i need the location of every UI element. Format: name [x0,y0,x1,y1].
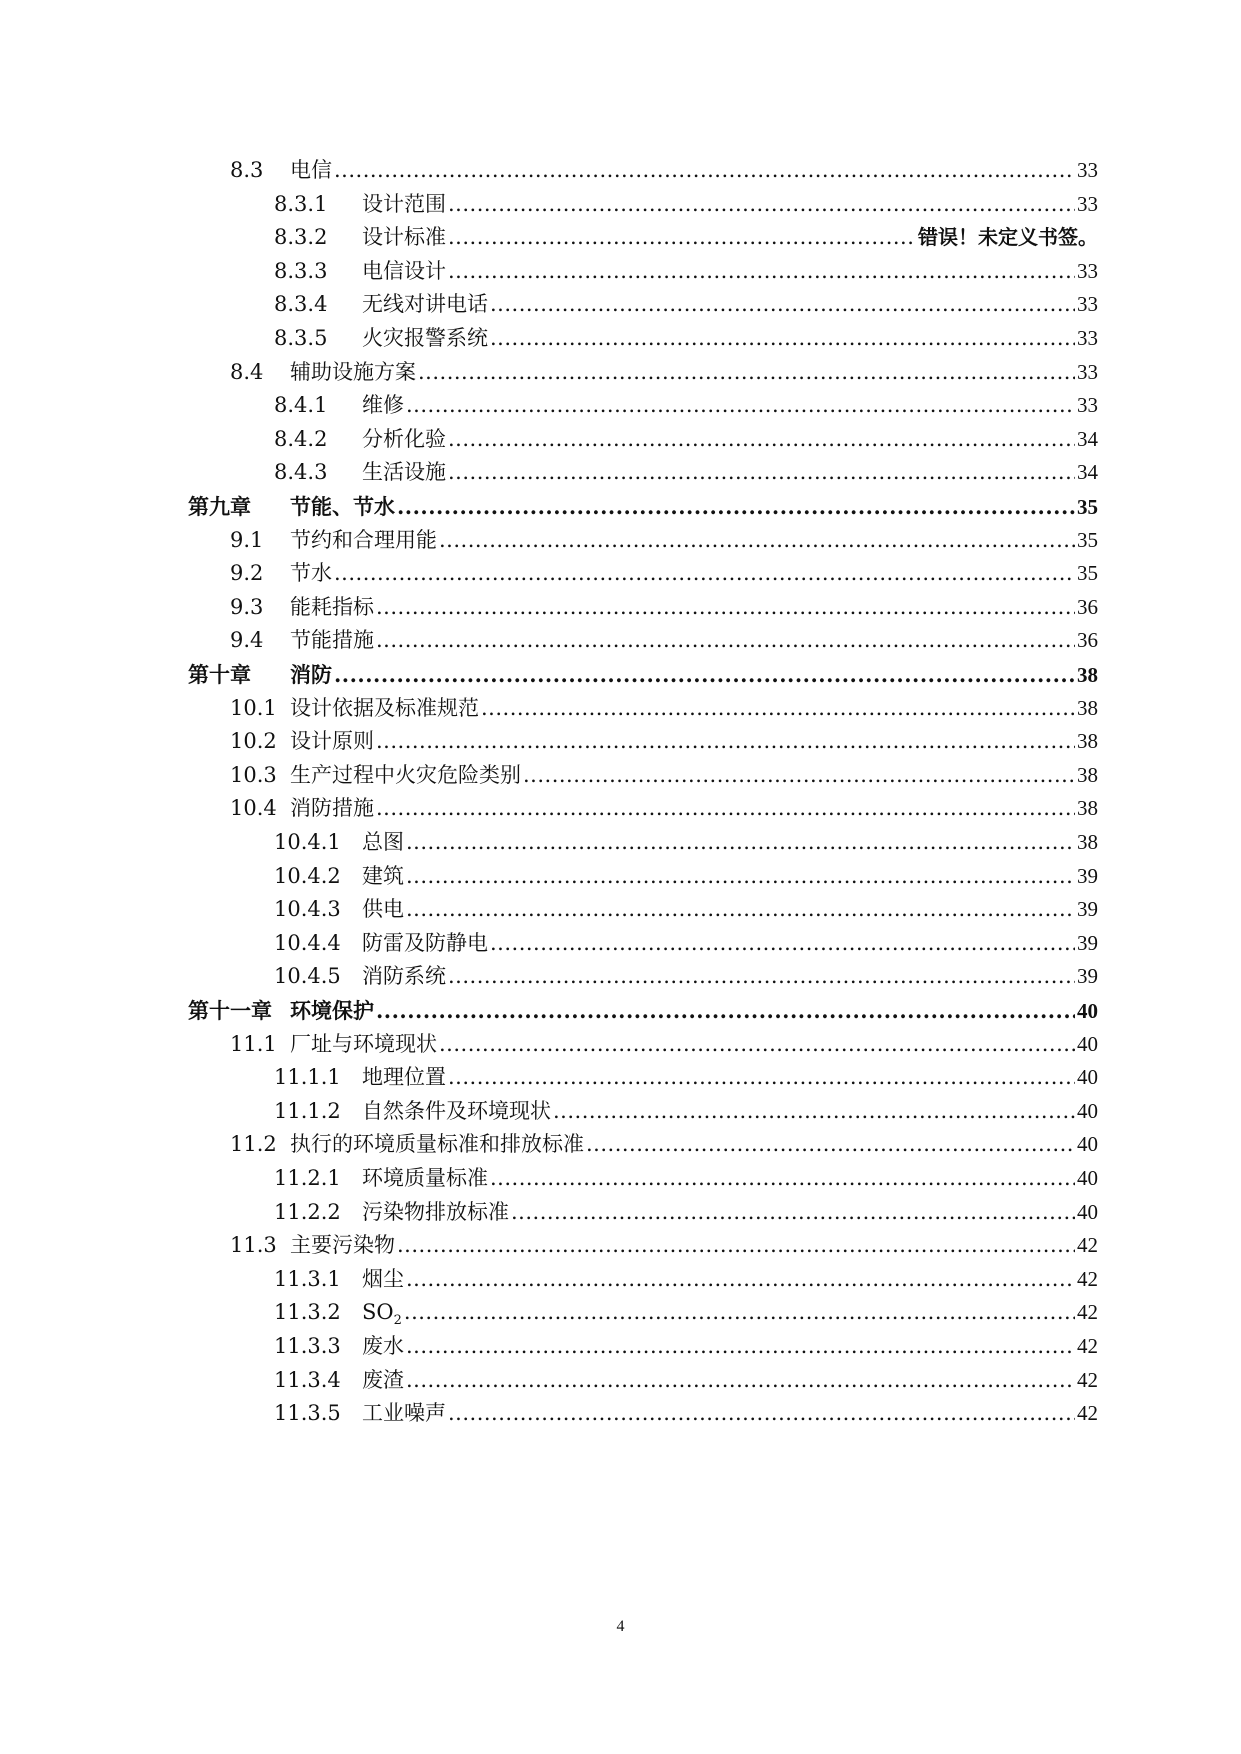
toc-entry[interactable] [274,958,1098,995]
toc-leader-dots [397,1227,1075,1264]
toc-entry-number: 11.2 [230,1132,277,1157]
toc-leader-dots [404,1294,1075,1331]
toc-leader-dots [523,757,1075,794]
toc-page-number: 34 [1077,426,1098,451]
toc-entry-number: 8.3 [230,158,264,182]
toc-entry-title: 总图 [362,830,404,854]
toc-page-number: 35 [1077,561,1098,586]
toc-page-number: 39 [1077,863,1098,888]
toc-entry[interactable] [274,891,1098,928]
toc-entry-number: 11.2.1 [274,1166,341,1190]
toc-entry[interactable] [230,790,1098,827]
toc-page-number: 38 [1077,695,1098,720]
toc-entry-title: 烟尘 [362,1266,404,1291]
toc-entry-title: 建筑 [362,863,404,888]
toc-entry-title: 无线对讲电话 [362,292,488,317]
toc-entry-title: 消防系统 [362,964,446,989]
toc-page-number: 33 [1077,258,1098,283]
toc-entry-number: 10.1 [230,695,277,720]
toc-page-number: 40 [1077,1199,1098,1224]
toc-entry-number: 第十章 [188,662,251,687]
toc-leader-dots [481,690,1075,727]
toc-entry[interactable] [274,219,1098,256]
toc-page-number: 42 [1077,1334,1098,1358]
toc-entry[interactable] [274,1194,1098,1231]
toc-leader-dots [406,1328,1075,1365]
toc-entry-number: 8.4.3 [274,460,328,485]
toc-entry[interactable] [274,858,1098,895]
toc-entry[interactable] [230,622,1098,659]
toc-page-number: 39 [1077,964,1098,989]
toc-entry[interactable] [230,152,1098,189]
toc-leader-dots [406,824,1075,861]
toc-leader-dots [490,286,1075,323]
toc-leader-dots [334,555,1075,592]
toc-page-number: 40 [1077,1031,1098,1056]
toc-entry-title: 消防 [290,662,332,687]
toc-entry[interactable] [230,522,1098,559]
toc-entry[interactable] [230,354,1098,391]
toc-entry-title: 节约和合理用能 [290,527,437,552]
toc-entry-number: 8.3.3 [274,258,328,283]
toc-page-number: 38 [1077,729,1098,754]
toc-page-number: 35 [1077,527,1098,552]
toc-page-number: 33 [1077,158,1098,182]
toc-entry-title: 主要污染物 [290,1233,395,1258]
toc-entry-number: 8.3.5 [274,326,328,350]
toc-entry[interactable] [274,824,1098,861]
toc-leader-dots [448,219,916,256]
toc-entry-title: 废水 [362,1334,404,1358]
toc-entry-number: 8.3.1 [274,191,328,216]
toc-page-number: 39 [1077,930,1098,955]
toc-page-number: 38 [1077,830,1098,854]
toc-page-number: 34 [1077,460,1098,485]
toc-leader-dots [334,152,1075,189]
toc-entry-number: 11.1.1 [274,1065,341,1090]
toc-entry-number: 10.4.1 [274,830,341,854]
toc-page-number: 35 [1077,495,1098,519]
toc-leader-dots [376,790,1075,827]
toc-leader-dots [406,1261,1075,1298]
toc-entry-number: 9.3 [230,594,264,619]
toc-entry-number: 10.4 [230,796,277,821]
toc-leader-dots [511,1194,1075,1231]
page-number: 4 [616,1618,625,1635]
toc-entry-title: 电信 [290,158,332,182]
toc-entry-title: 维修 [362,393,404,418]
toc-entry-title: 设计标准 [362,225,446,250]
toc-entry-number: 8.3.4 [274,292,328,317]
toc-entry-title: 执行的环境质量标准和排放标准 [290,1132,584,1157]
toc-page-number: 33 [1077,191,1098,216]
toc-leader-dots [406,387,1075,424]
toc-entry-title: 防雷及防静电 [362,930,488,955]
toc-entry[interactable] [274,1395,1098,1432]
toc-entry-title: 火灾报警系统 [362,326,488,350]
toc-leader-dots [586,1126,1075,1163]
toc-entry-number: 11.3.2 [274,1300,341,1325]
toc-entry-title: 生活设施 [362,460,446,485]
toc-leader-dots [448,958,1075,995]
toc-entry-title: 废渣 [362,1367,404,1392]
toc-leader-dots [490,320,1075,357]
toc-page-number: 42 [1077,1367,1098,1392]
toc-entry[interactable] [274,1093,1098,1130]
toc-leader-dots [448,454,1075,491]
toc-entry-number: 9.1 [230,527,264,552]
toc-entry-number: 8.4.1 [274,393,328,418]
toc-entry-number: 11.3.5 [274,1401,341,1426]
toc-entry-number: 11.1.2 [274,1098,341,1123]
toc-page-number: 33 [1077,359,1098,384]
toc-entry-number: 8.4.2 [274,426,328,451]
toc-entry[interactable] [230,723,1098,760]
toc-entry[interactable] [230,1126,1098,1163]
toc-entry-number: 10.4.4 [274,930,341,955]
toc-entry[interactable] [274,286,1098,323]
toc-leader-dots [397,488,1075,525]
toc-entry-title: 环境保护 [290,998,374,1023]
toc-entry-title: 自然条件及环境现状 [362,1098,551,1123]
toc-page-number: 38 [1077,663,1098,687]
toc-entry[interactable] [274,1362,1098,1399]
toc-entry[interactable] [188,656,1098,693]
toc-entry-title: 生产过程中火灾危险类别 [290,762,521,787]
toc-entry[interactable] [274,387,1098,424]
toc-entry-number: 9.4 [230,628,264,653]
toc-entry-number: 8.3.2 [274,225,328,250]
toc-entry-title: 辅助设施方案 [290,359,416,384]
toc-leader-dots [334,656,1075,693]
toc-entry-title: 工业噪声 [362,1401,446,1426]
toc-entry[interactable] [188,992,1098,1029]
toc-entry-number: 第十一章 [188,998,272,1023]
toc-page-number: 33 [1077,393,1098,418]
toc-page-number: 40 [1077,1065,1098,1090]
toc-entry[interactable] [230,1227,1098,1264]
toc-entry[interactable] [230,555,1098,592]
toc-page-number: 38 [1077,796,1098,821]
toc-entry[interactable] [274,1261,1098,1298]
toc-page-number: 33 [1077,292,1098,317]
toc-entry-title: 电信设计 [362,258,446,283]
toc-page-number: 39 [1077,897,1098,922]
toc-page-number: 42 [1077,1233,1098,1258]
toc-leader-dots [439,522,1075,559]
toc-entry-number: 11.3.4 [274,1367,341,1392]
toc-entry[interactable] [274,253,1098,290]
toc-entry-title: 能耗指标 [290,594,374,619]
toc-leader-dots [490,1160,1075,1197]
toc-entry[interactable] [274,320,1098,357]
toc-page-number: 40 [1077,1166,1098,1190]
toc-page-number: 40 [1077,1098,1098,1123]
toc-entry-number: 11.2.2 [274,1199,341,1224]
toc-entry-title: 分析化验 [362,426,446,451]
toc-leader-dots [418,354,1075,391]
toc-page-number: 36 [1077,628,1098,653]
toc-leader-dots [448,421,1075,458]
toc-entry-number: 8.4 [230,359,264,384]
toc-entry[interactable] [274,421,1098,458]
toc-entry-title: 污染物排放标准 [362,1199,509,1224]
toc-leader-dots [406,858,1075,895]
toc-entry-title: 供电 [362,897,404,922]
toc-leader-dots [376,622,1075,659]
toc-page-number: 40 [1077,999,1098,1023]
toc-entry[interactable] [230,589,1098,626]
toc-leader-dots [406,891,1075,928]
toc-page-number: 36 [1077,594,1098,619]
toc-page-number: 42 [1077,1266,1098,1291]
toc-leader-dots [406,1362,1075,1399]
toc-entry-number: 第九章 [188,494,251,519]
toc-entry-number: 11.3 [230,1233,277,1258]
toc-entry-title: $SO_2$ [362,1300,402,1329]
toc-entry-number: 10.2 [230,729,277,754]
toc-page-number: 42 [1077,1401,1098,1426]
toc-leader-dots [439,1026,1075,1063]
toc-leader-dots [376,992,1075,1029]
toc-leader-dots [376,589,1075,626]
toc-leader-dots [448,1395,1075,1432]
toc-entry-number: 11.1 [230,1031,277,1056]
toc-entry-number: 9.2 [230,561,264,586]
toc-entry-title: 设计依据及标准规范 [290,695,479,720]
toc-entry[interactable] [274,454,1098,491]
toc-leader-dots [490,925,1075,962]
toc-leader-dots [376,723,1075,760]
toc-leader-dots [448,1059,1075,1096]
toc-entry[interactable] [230,1026,1098,1063]
toc-entry[interactable] [274,1294,1098,1331]
toc-entry[interactable] [274,186,1098,223]
toc-entry-number: 11.3.1 [274,1266,341,1291]
toc-entry-title: 节能措施 [290,628,374,653]
toc-entry[interactable] [230,690,1098,727]
toc-page-number: 38 [1077,762,1098,787]
toc-entry-title: 消防措施 [290,796,374,821]
toc-page-number: 33 [1077,326,1098,350]
toc-entry-title: 地理位置 [362,1065,446,1090]
toc-entry[interactable] [274,1059,1098,1096]
toc-entry-title: 设计原则 [290,729,374,754]
toc-error-message: 错误！未定义书签。 [918,225,1098,250]
toc-entry-title: 设计范围 [362,191,446,216]
toc-entry-number: 11.3.3 [274,1334,341,1358]
toc-leader-dots [448,253,1075,290]
toc-entry[interactable] [274,1160,1098,1197]
toc-entry[interactable] [274,1328,1098,1365]
toc-entry-title: 厂址与环境现状 [290,1031,437,1056]
toc-entry-title: 节能、节水 [290,494,395,519]
toc-entry-title: 环境质量标准 [362,1166,488,1190]
toc-entry-number: 10.3 [230,762,277,787]
toc-leader-dots [553,1093,1075,1130]
toc-entry[interactable] [230,757,1098,794]
toc-page-number: 40 [1077,1132,1098,1157]
toc-leader-dots [448,186,1075,223]
toc-entry[interactable] [188,488,1098,525]
toc-entry-number: 10.4.3 [274,897,341,922]
toc-page-number: 42 [1077,1300,1098,1325]
toc-entry-number: 10.4.5 [274,964,341,989]
toc-entry-title: 节水 [290,561,332,586]
toc-entry[interactable] [274,925,1098,962]
toc-entry-number: 10.4.2 [274,863,341,888]
